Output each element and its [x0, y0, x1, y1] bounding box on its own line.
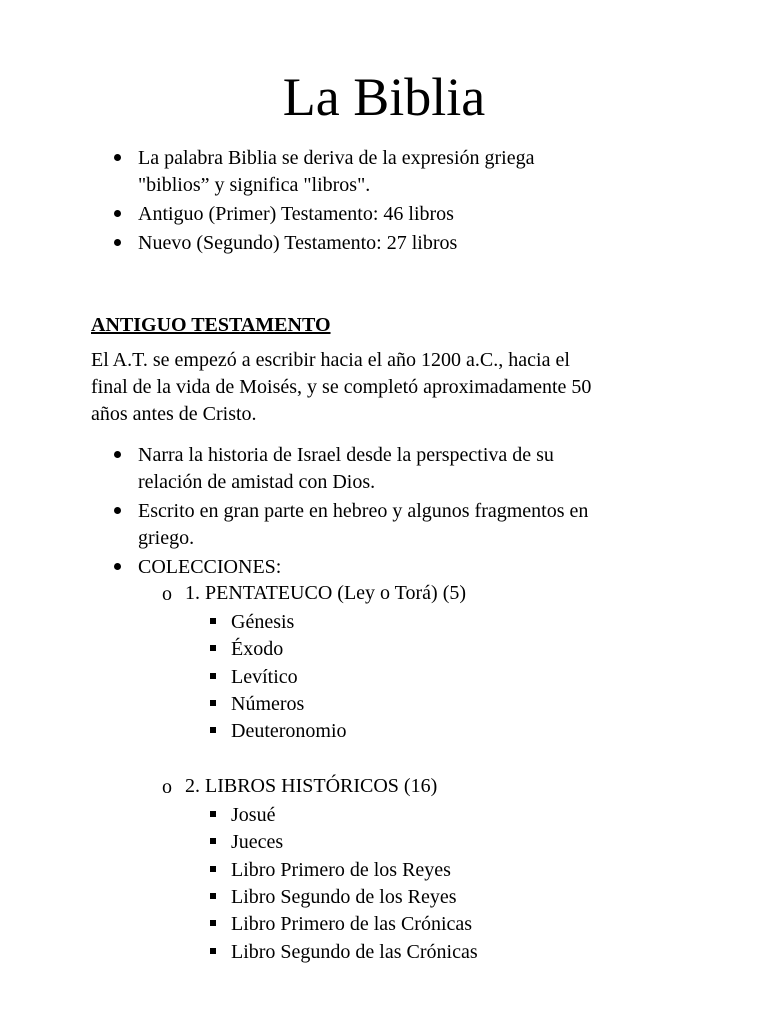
square-bullet-icon: [210, 948, 216, 954]
bullet-disc-icon: [114, 507, 121, 514]
at-bullet-1-line-2: relación de amistad con Dios.: [138, 471, 376, 493]
book-item: Jueces: [231, 831, 284, 853]
book-item: Números: [231, 693, 305, 715]
book-item: Levítico: [231, 666, 298, 688]
square-bullet-icon: [210, 893, 216, 899]
at-bullet-3-line-1: COLECCIONES:: [138, 556, 282, 578]
book-item: Libro Segundo de las Crónicas: [231, 941, 478, 963]
square-bullet-icon: [210, 727, 216, 733]
intro-bullet-3-line-1: Nuevo (Segundo) Testamento: 27 libros: [138, 232, 458, 254]
book-item: Éxodo: [231, 638, 284, 660]
collection-1-label: 1. PENTATEUCO (Ley o Torá) (5): [185, 582, 467, 604]
bullet-disc-icon: [114, 451, 121, 458]
square-bullet-icon: [210, 838, 216, 844]
section-heading: ANTIGUO TESTAMENTO: [91, 314, 331, 336]
square-bullet-icon: [210, 811, 216, 817]
collection-2-label: 2. LIBROS HISTÓRICOS (16): [185, 775, 438, 797]
at-bullet-2-line-2: griego.: [138, 527, 195, 549]
paragraph-line-2: final de la vida de Moisés, y se completó aproximadamente 50: [91, 376, 592, 398]
bullet-disc-icon: [114, 154, 121, 161]
paragraph-line-1: El A.T. se empezó a escribir hacia el año 1200 a.C., hacia el: [91, 349, 570, 371]
book-item: Deuteronomio: [231, 720, 347, 742]
book-item: Libro Primero de los Reyes: [231, 859, 451, 881]
bullet-disc-icon: [114, 563, 121, 570]
intro-bullet-2-line-1: Antiguo (Primer) Testamento: 46 libros: [138, 203, 454, 225]
square-bullet-icon: [210, 618, 216, 624]
square-bullet-icon: [210, 866, 216, 872]
paragraph-line-3: años antes de Cristo.: [91, 403, 257, 425]
at-bullet-2-line-1: Escrito en gran parte en hebreo y algunos fragmentos en: [138, 500, 589, 522]
intro-bullet-1-line-2: "biblios” y significa "libros".: [138, 174, 371, 196]
square-bullet-icon: [210, 920, 216, 926]
square-bullet-icon: [210, 700, 216, 706]
circle-bullet-icon: o: [162, 776, 172, 798]
square-bullet-icon: [210, 673, 216, 679]
circle-bullet-icon: o: [162, 583, 172, 605]
bullet-disc-icon: [114, 210, 121, 217]
book-item: Libro Segundo de los Reyes: [231, 886, 457, 908]
book-item: Josué: [231, 804, 276, 826]
bullet-disc-icon: [114, 239, 121, 246]
square-bullet-icon: [210, 645, 216, 651]
book-item: Génesis: [231, 611, 295, 633]
intro-bullet-1-line-1: La palabra Biblia se deriva de la expresión griega: [138, 147, 535, 169]
book-item: Libro Primero de las Crónicas: [231, 913, 473, 935]
at-bullet-1-line-1: Narra la historia de Israel desde la perspectiva de su: [138, 444, 554, 466]
page-title: La Biblia: [282, 67, 486, 127]
